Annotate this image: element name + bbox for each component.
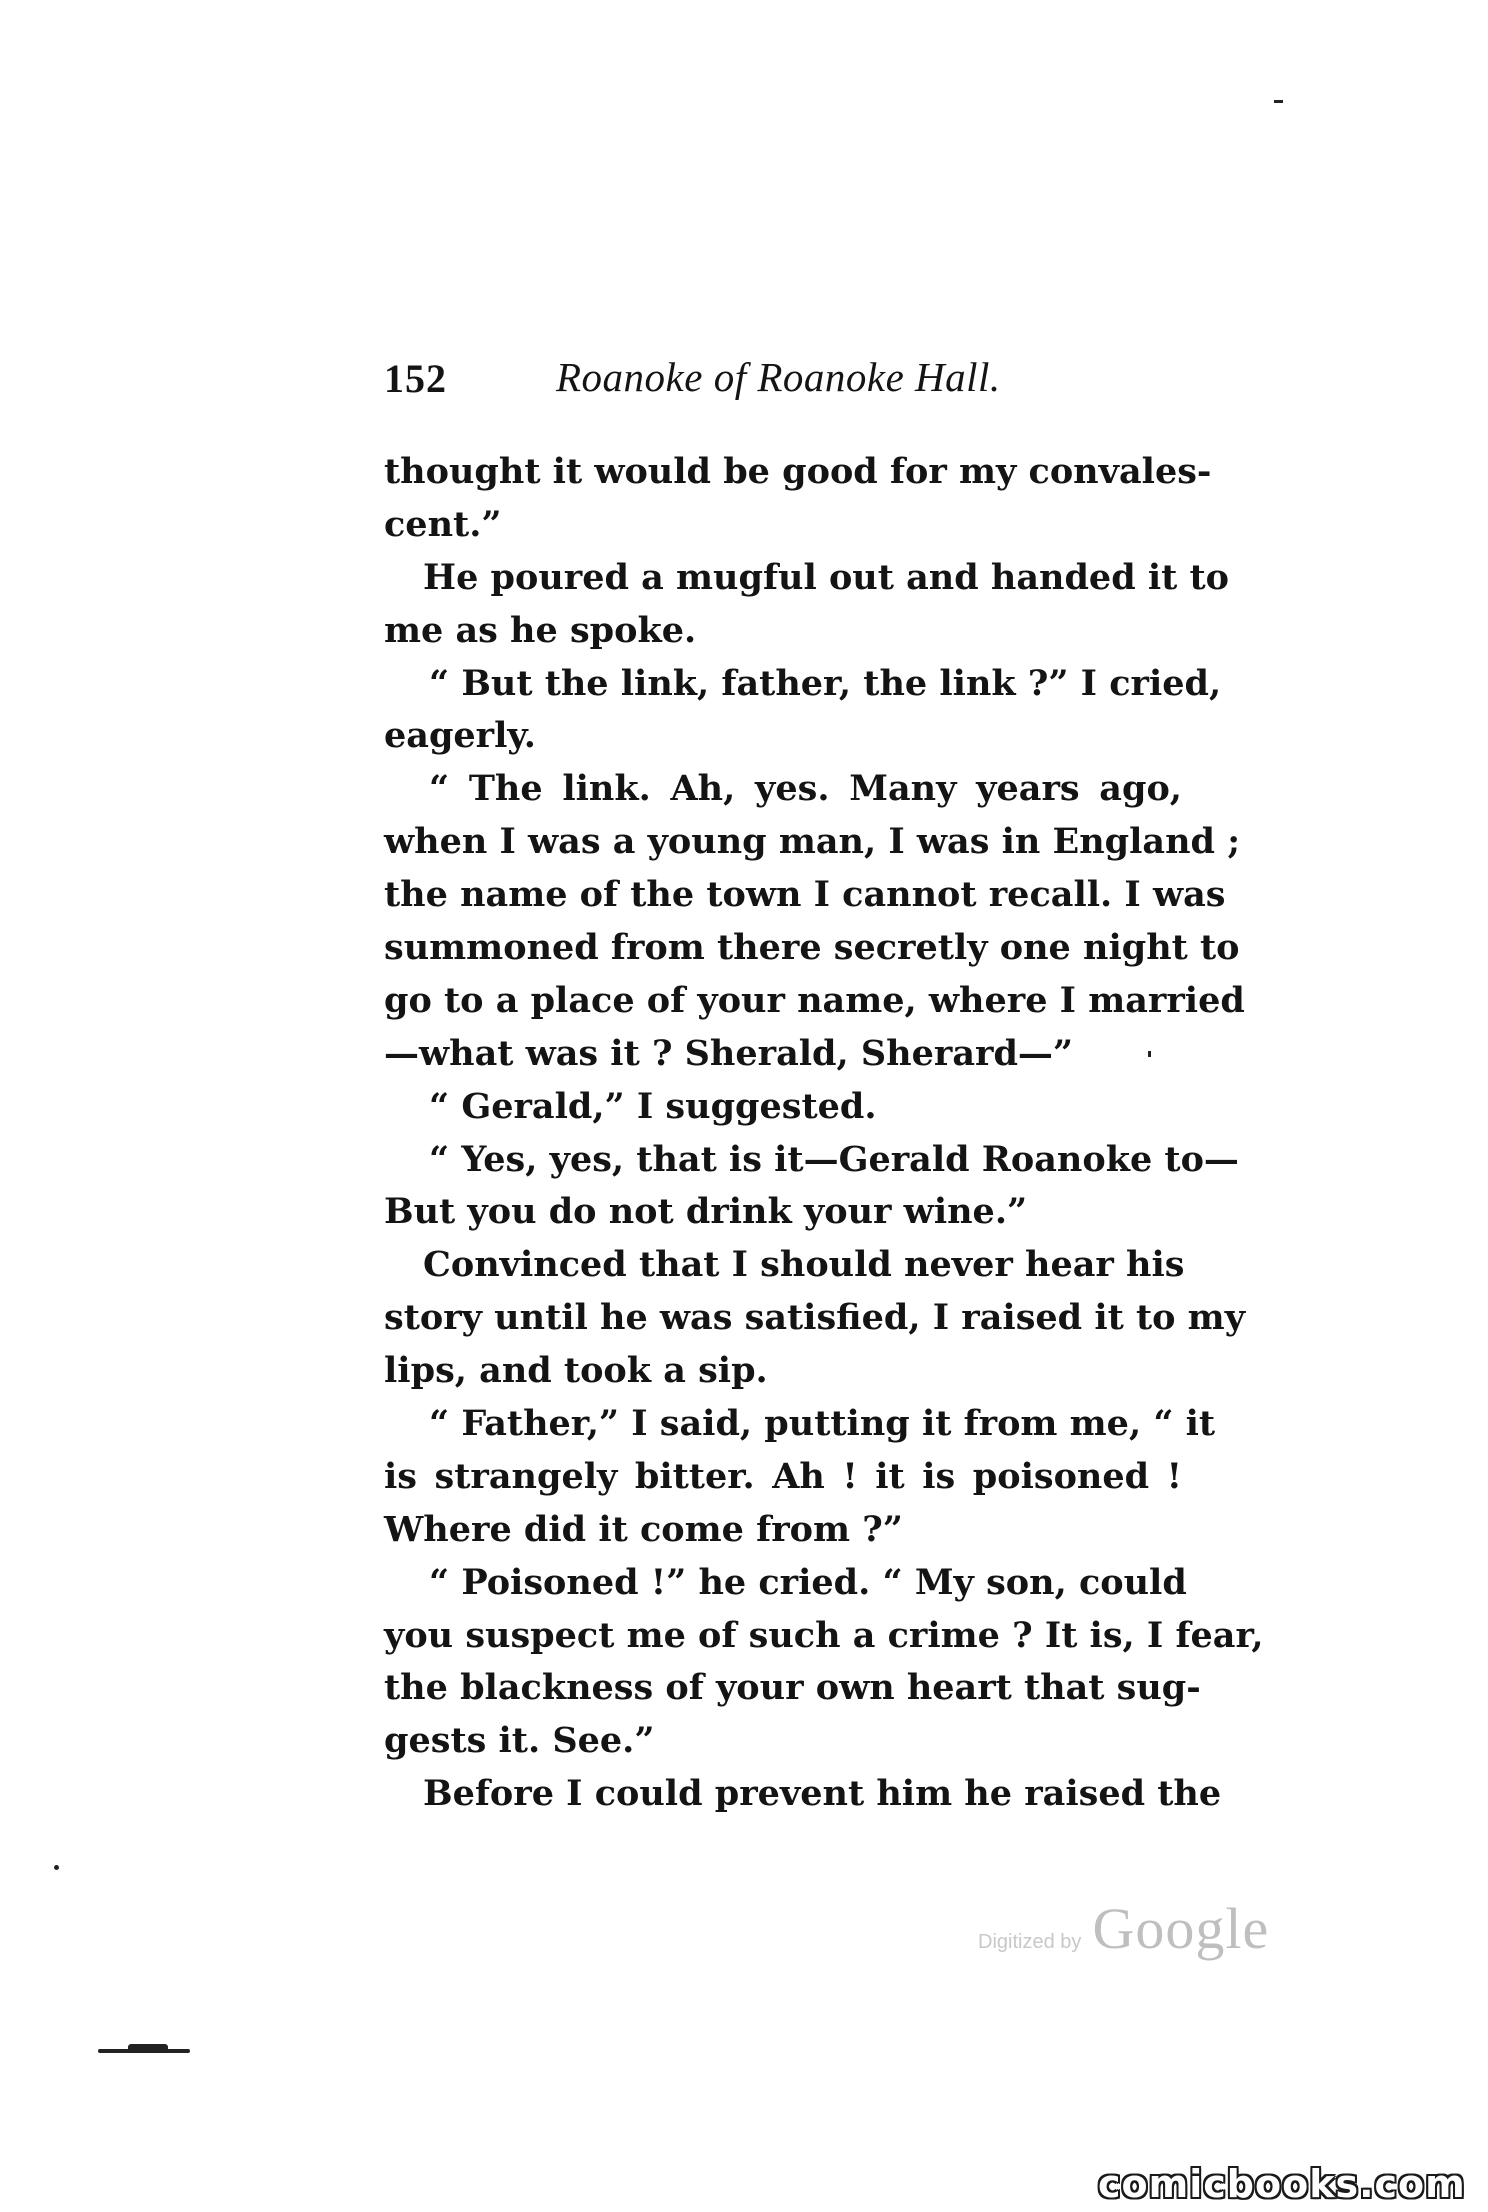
text-line: summoned from there secretly one night to <box>384 927 1240 969</box>
scan-speck <box>1274 100 1283 103</box>
scan-speck <box>54 1865 59 1870</box>
text-line: But you do not drink your wine.” <box>384 1191 1028 1233</box>
digitized-label: Digitized by <box>978 1931 1082 1953</box>
text-line: thought it would be good for my convales- <box>384 451 1212 492</box>
text-line: “ Poisoned !” he cried. “ My son, could <box>429 1561 1187 1603</box>
running-title: Roanoke of Roanoke Hall. <box>556 354 1001 400</box>
text-line: He poured a mugful out and handed it to <box>423 556 1230 598</box>
text-line: the name of the town I cannot recall. I was <box>384 874 1226 916</box>
text-line: story until he was satisfied, I raised it to my <box>384 1297 1246 1339</box>
text-line: “ Yes, yes, that is it—Gerald Roanoke to— <box>429 1138 1239 1180</box>
text-line: Where did it come from ?” <box>384 1508 903 1550</box>
scan-speck <box>1148 1051 1151 1057</box>
page-header <box>384 355 1184 415</box>
text-line: lips, and took a sip. <box>384 1350 768 1392</box>
text-line: me as he spoke. <box>384 609 697 651</box>
scan-smudge <box>128 2044 168 2050</box>
text-line: —what was it ? Sherald, Sherard—” <box>384 1032 1074 1074</box>
text-line: eagerly. <box>384 715 536 757</box>
text-line: Before I could prevent him he raised the <box>423 1773 1222 1815</box>
text-line: “ Gerald,” I suggested. <box>429 1085 877 1127</box>
google-logo: Google <box>1092 1896 1270 1961</box>
text-line: you suspect me of such a crime ? It is, I fear, <box>384 1614 1264 1656</box>
text-line: “ Father,” I said, putting it from me, “ it <box>429 1403 1216 1445</box>
text-line: “ The link. Ah, yes. Many years ago, <box>429 768 1182 810</box>
body-text <box>384 446 1264 1821</box>
digitized-by-google-watermark <box>978 1895 1269 1965</box>
text-line: “ But the link, father, the link ?” I cried, <box>429 662 1222 704</box>
page-number: 152 <box>384 356 447 401</box>
text-line: is strangely bitter. Ah ! it is poisoned ! <box>384 1455 1182 1497</box>
site-watermark: comicbooks.com <box>1098 2162 1466 2206</box>
text-line: go to a place of your name, where I married <box>384 979 1245 1021</box>
text-line: gests it. See.” <box>384 1720 655 1762</box>
text-line: when I was a young man, I was in England ; <box>384 821 1241 863</box>
text-line: the blackness of your own heart that sug- <box>384 1667 1201 1709</box>
text-line: Convinced that I should never hear his <box>423 1244 1185 1286</box>
text-line: cent.” <box>384 503 502 545</box>
